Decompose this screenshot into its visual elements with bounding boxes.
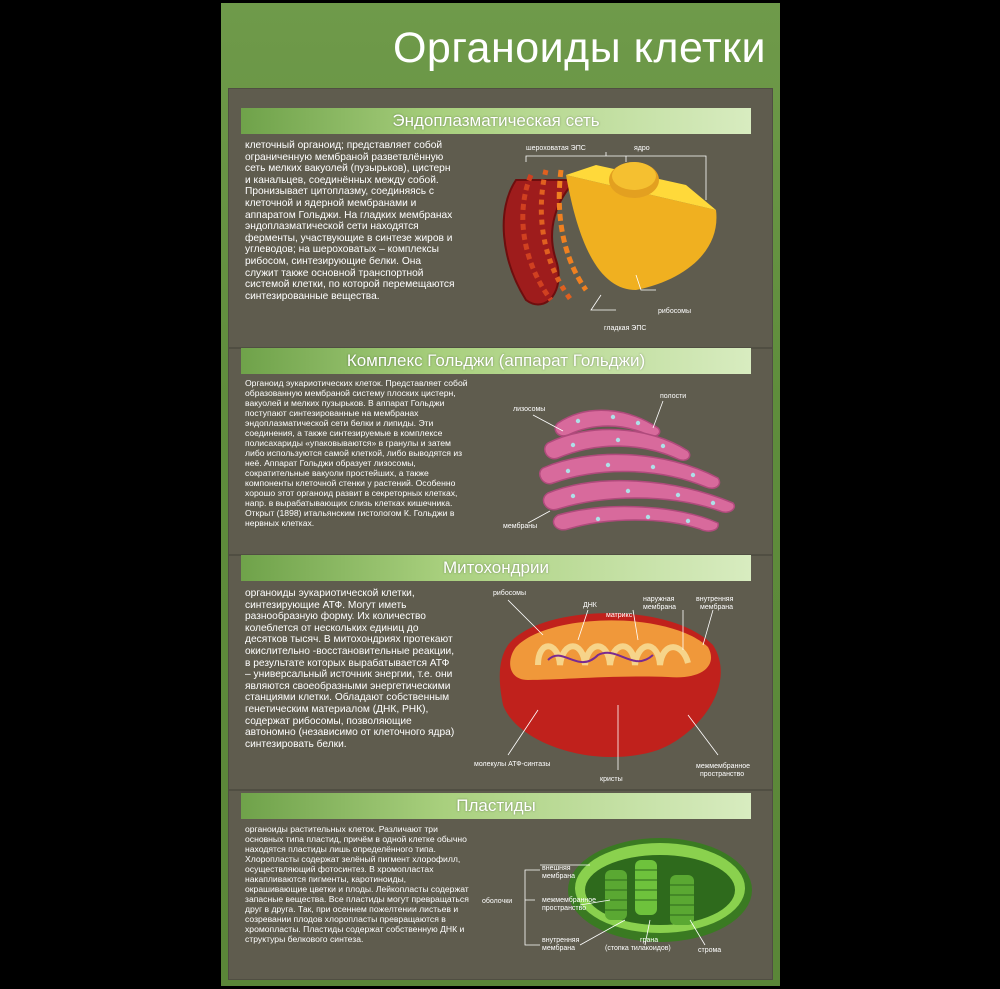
label-mito-ribosomes: рибосомы	[493, 590, 527, 597]
label-plastid-inner-2: мембрана	[542, 945, 575, 952]
label-plastid-inter-1: межмембранное	[542, 897, 597, 904]
label-plastid-outer-2: мембрана	[542, 873, 575, 880]
label-plastid-inner-1: внутренняя	[542, 937, 580, 944]
label-intermembrane-1: межмембранное	[696, 763, 751, 770]
plastids-heading: Пластиды	[241, 793, 751, 819]
chloroplast-shape	[568, 838, 752, 942]
label-envelope: оболочки	[482, 898, 513, 905]
mitochondrion-shape	[500, 613, 721, 757]
label-smooth-er: гладкая ЭПС	[604, 325, 647, 332]
label-grana: грана	[640, 937, 659, 944]
er-heading: Эндоплазматическая сеть	[241, 108, 751, 134]
mito-heading: Митохондрии	[241, 555, 751, 581]
label-plastid-outer-1: внешняя	[542, 865, 571, 872]
golgi-heading: Комплекс Гольджи (аппарат Гольджи)	[241, 348, 751, 374]
label-cristae: кристы	[600, 776, 623, 783]
label-dna: ДНК	[583, 602, 597, 609]
mito-illustration	[468, 585, 758, 785]
plastid-illustration	[460, 830, 760, 980]
label-outer-membrane-2: мембрана	[643, 604, 676, 611]
er-illustration	[486, 140, 726, 340]
label-ribosomes: рибосомы	[658, 308, 692, 315]
plastids-text: органоиды растительных клеток. Различают три основных типа пластид, причём в одной клетке обычно находятся пластиды лишь определённого типа. Хлоропласты содержат зелёный пигмент хлорофилл, осуществляющий фотосинтез. В хромопластах накапливаются пигменты, каротиноиды, окрашивающие цветки и плоды. Лейкопласты содержат запасные вещества. Все пластиды могут превращаться друг в друга. Так, при осеннем пожелтении листьев и созревании плодов хлоропласты превращаются в хромопласты. Пластиды содержат собственную ДНК и структуры белкового синтеза.	[245, 824, 469, 944]
label-nucleus: ядро	[634, 145, 650, 152]
label-grana-stack: (стопка тилакоидов)	[605, 945, 671, 952]
label-atp-synthase: молекулы АТФ-синтазы	[474, 761, 551, 768]
golgi-illustration	[488, 383, 753, 548]
mito-panel	[228, 555, 773, 790]
label-intermembrane-2: пространство	[700, 771, 745, 778]
mito-text: органоиды эукариотической клетки, синтезирующие АТФ. Могут иметь разнообразную форму. Их количество колеблется от нескольких единиц до десятков тысяч. В митохондриях протекают окислительно -восстановительные реакции, в результате которых вырабатывается АТФ – универсальный источник энергии, т.е. они являются своеобразными энергетическими станциями клетки. Обладают собственным генетическим материалом (ДНК, РНК), содержат рибосомы, позволяющие автономно (независимо от клеточного ядра) синтезировать белки.	[245, 588, 455, 750]
label-lysosomes: лизосомы	[513, 406, 546, 413]
label-cavities: полости	[660, 393, 687, 400]
label-inner-membrane-2: мембрана	[700, 604, 733, 611]
er-text: клеточный органоид; представляет собой ограниченную мембраной разветвлённую сеть мелких вакуолей (пузырьков), цистерн и канальцев, соединённых между собой. Пронизывает цитоплазму, соединяясь с клеточной и ядерной мембранами и аппаратом Гольджи. На гладких мембранах эндоплазматической сети находятся ферменты, участвующие в синтезе жиров и углеводов; на шероховатых – комплексы рибосом, синтезирующие белки. Она служит также основной транспортной системой клетки, по которой перемещаются синтезированные вещества.	[245, 140, 455, 302]
golgi-panel	[228, 348, 773, 555]
organelles-poster	[221, 3, 780, 986]
plastids-panel	[228, 790, 773, 980]
label-plastid-inter-2: пространство	[542, 905, 587, 912]
label-inner-membrane-1: внутренняя	[696, 596, 734, 603]
er-panel	[228, 88, 773, 348]
poster-title: Органоиды клетки	[392, 24, 766, 72]
label-membranes: мембраны	[503, 523, 538, 530]
golgi-text: Органоид эукариотических клеток. Представляет собой образованную мембраной систему плоских цистерн, вакуолей и мелких пузырьков. В аппарат Гольджи поступают синтезированные на мембранах эндоплазматической сети белки и липиды. Эти соединения, а также синтезируемые в комплексе полисахариды «упаковываются» в гранулы и затем либо используются самой клеткой, либо выводятся из неё. Аппарат Гольджи образует лизосомы, сократительные вакуоли простейших, а также компоненты клеточной стенки у растений. Особенно хорошо этот органоид развит в секреторных клетках, напр. в вырабатывающих слизь клетках кишечника. Открыт (1898) итальянским гистологом К. Гольджи в нервных клетках.	[245, 378, 468, 528]
label-stroma: строма	[698, 947, 722, 954]
label-matrix: матрикс	[606, 612, 633, 619]
label-rough-er: шероховатая ЭПС	[526, 145, 586, 152]
label-outer-membrane-1: наружная	[643, 596, 675, 603]
nucleus-shape	[566, 162, 716, 290]
